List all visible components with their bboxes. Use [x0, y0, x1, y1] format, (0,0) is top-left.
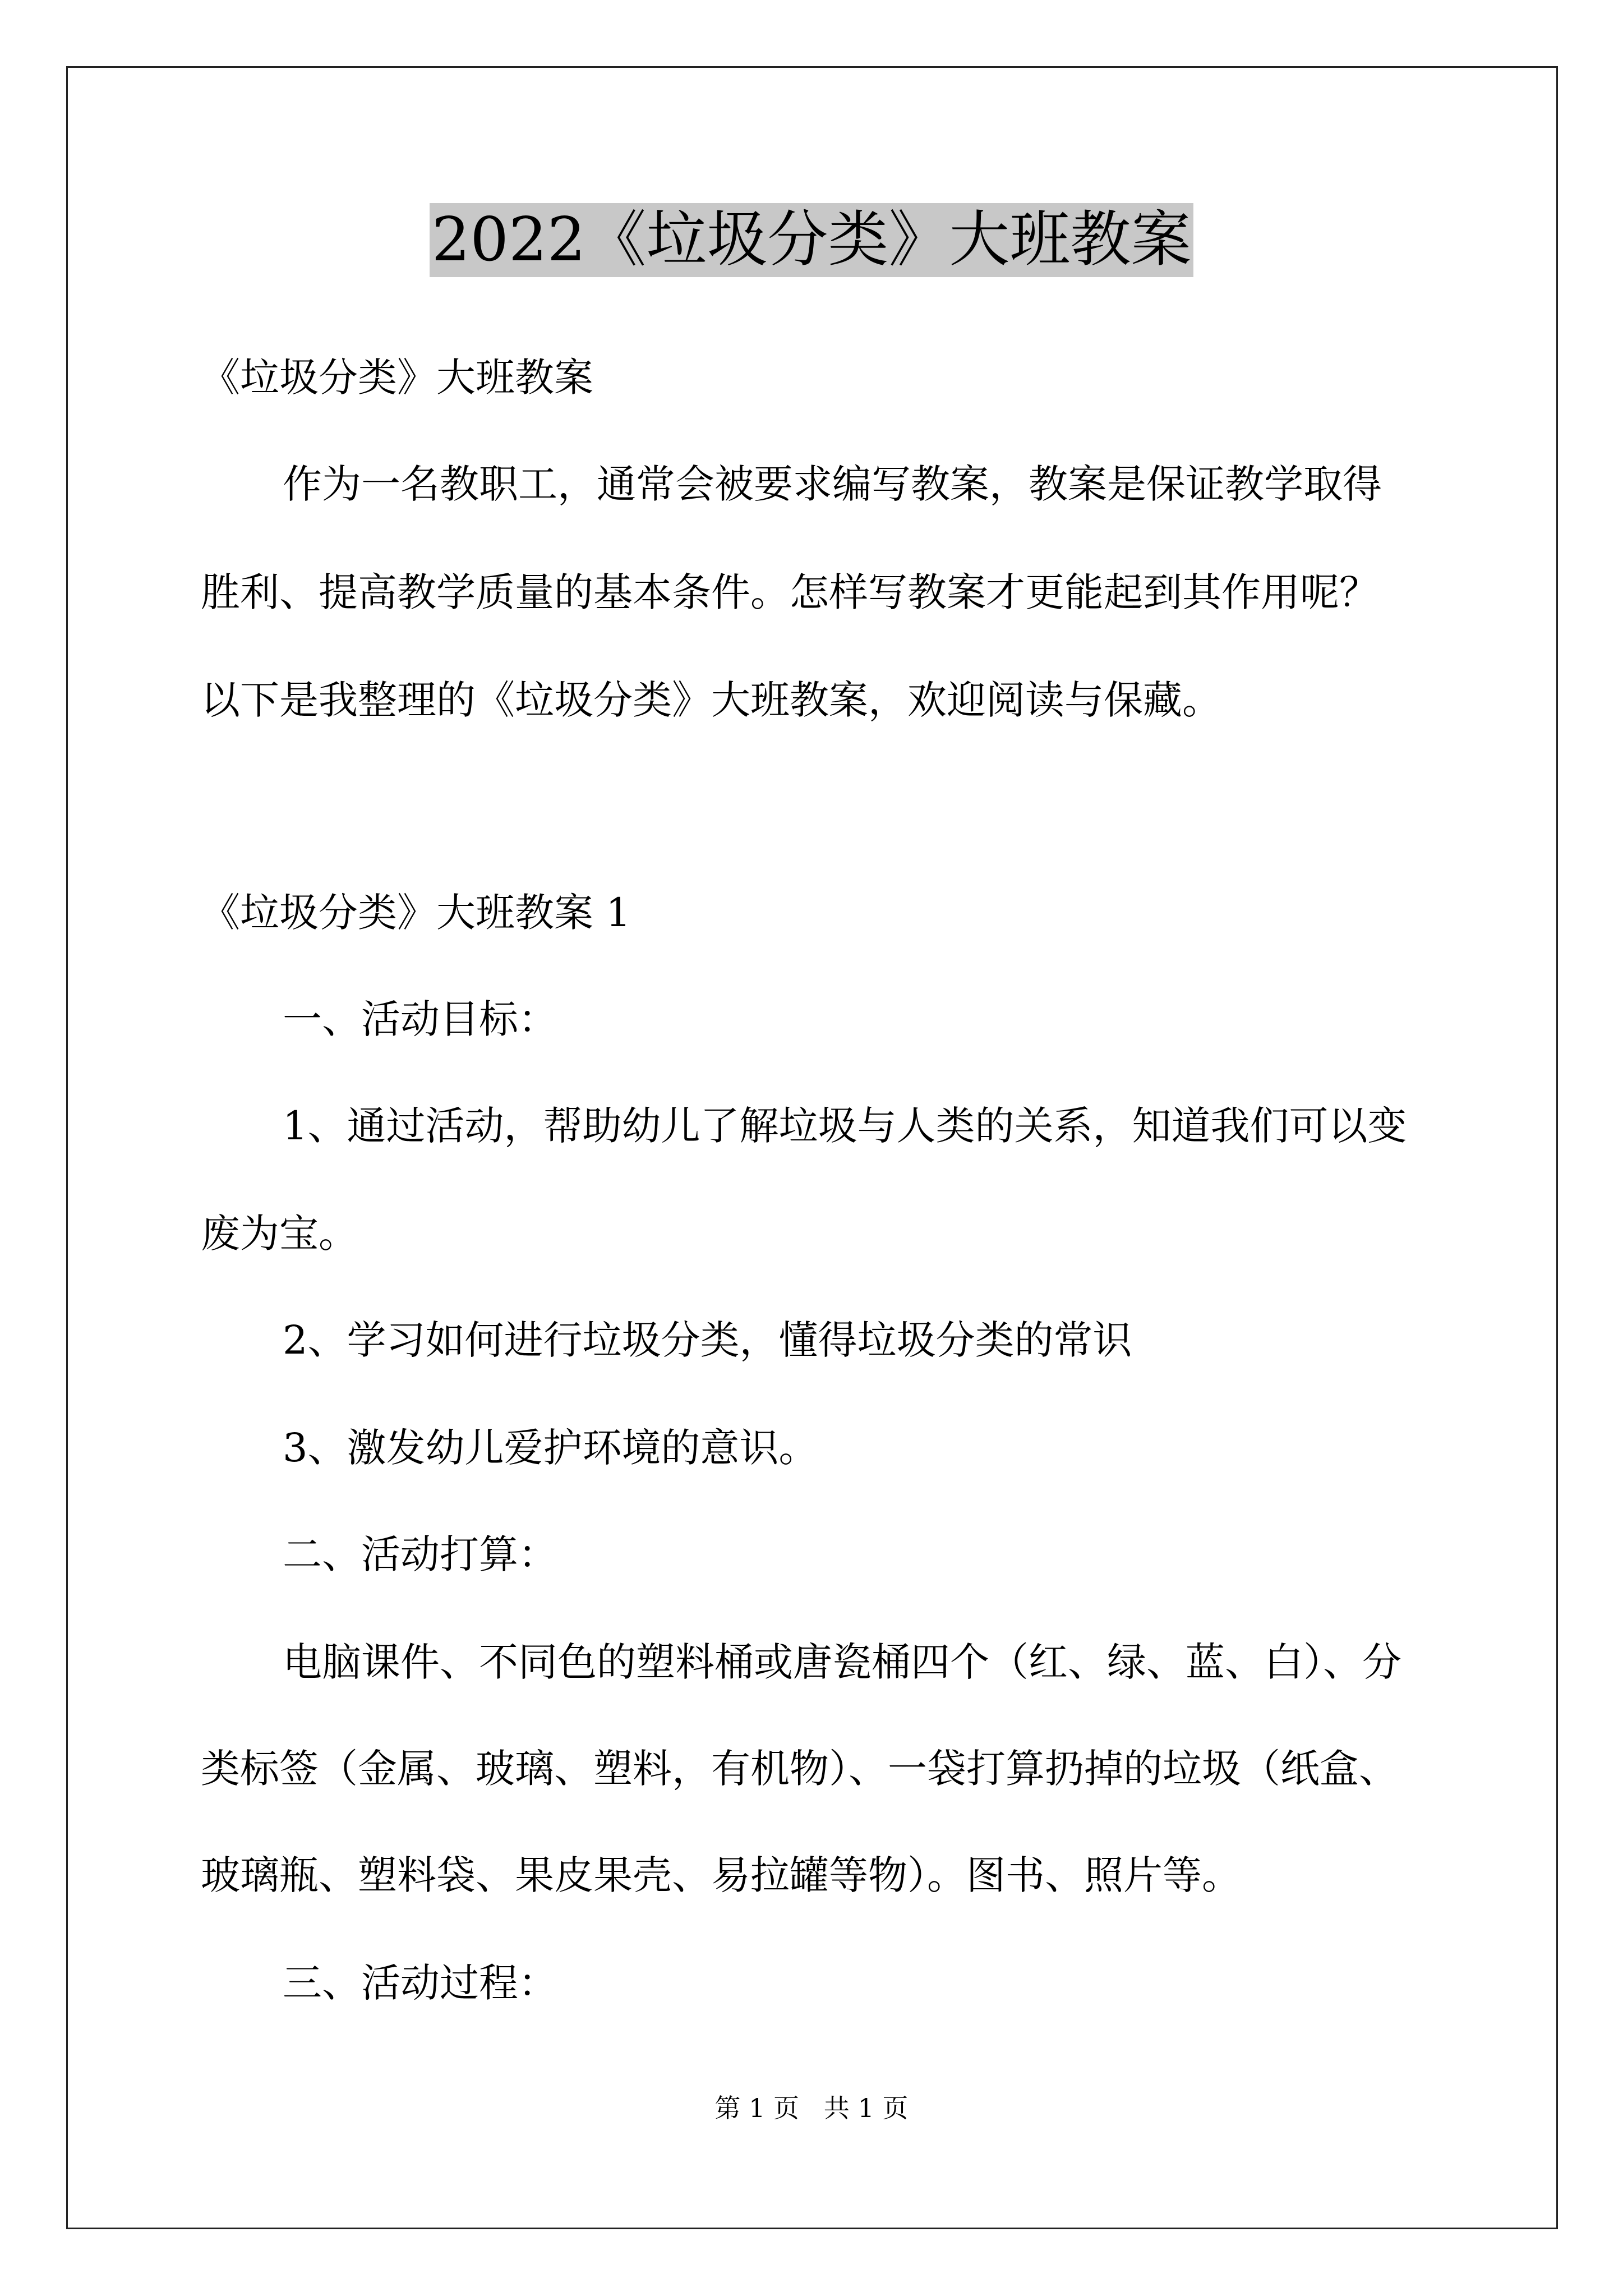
section-heading: 《垃圾分类》大班教案 1 [201, 890, 631, 936]
goals-heading: 一、活动目标： [283, 996, 557, 1042]
title-block [0, 203, 1623, 277]
goal-item: 1、通过活动，帮助幼儿了解垃圾与人类的关系，知道我们可以变 [283, 1103, 1407, 1149]
prep-heading: 二、活动打算： [283, 1531, 557, 1577]
document-title: 2022《垃圾分类》大班教案 [430, 203, 1194, 277]
intro-line: 胜利、提高教学质量的基本条件。怎样写教案才更能起到其作用呢？ [201, 569, 1378, 615]
page-footer: 第 1 页 共 1 页 [714, 2093, 909, 2123]
subtitle: 《垃圾分类》大班教案 [201, 355, 593, 401]
process-heading: 三、活动过程： [283, 1960, 557, 2006]
prep-line: 电脑课件、不同色的塑料桶或唐瓷桶四个（红、绿、蓝、白）、分 [283, 1639, 1401, 1685]
intro-line: 以下是我整理的《垃圾分类》大班教案，欢迎阅读与保藏。 [201, 677, 1221, 723]
prep-line: 类标签（金属、玻璃、塑料，有机物）、一袋打算扔掉的垃圾（纸盒、 [201, 1746, 1398, 1792]
prep-line: 玻璃瓶、塑料袋、果皮果壳、易拉罐等物）。图书、照片等。 [201, 1852, 1241, 1898]
goal-item: 3、激发幼儿爱护环境的意识。 [283, 1425, 818, 1471]
goal-item-continued: 废为宝。 [201, 1211, 358, 1257]
goal-item: 2、学习如何进行垃圾分类，懂得垃圾分类的常识 [283, 1317, 1132, 1363]
intro-line: 作为一名教职工，通常会被要求编写教案，教案是保证教学取得 [283, 461, 1382, 507]
